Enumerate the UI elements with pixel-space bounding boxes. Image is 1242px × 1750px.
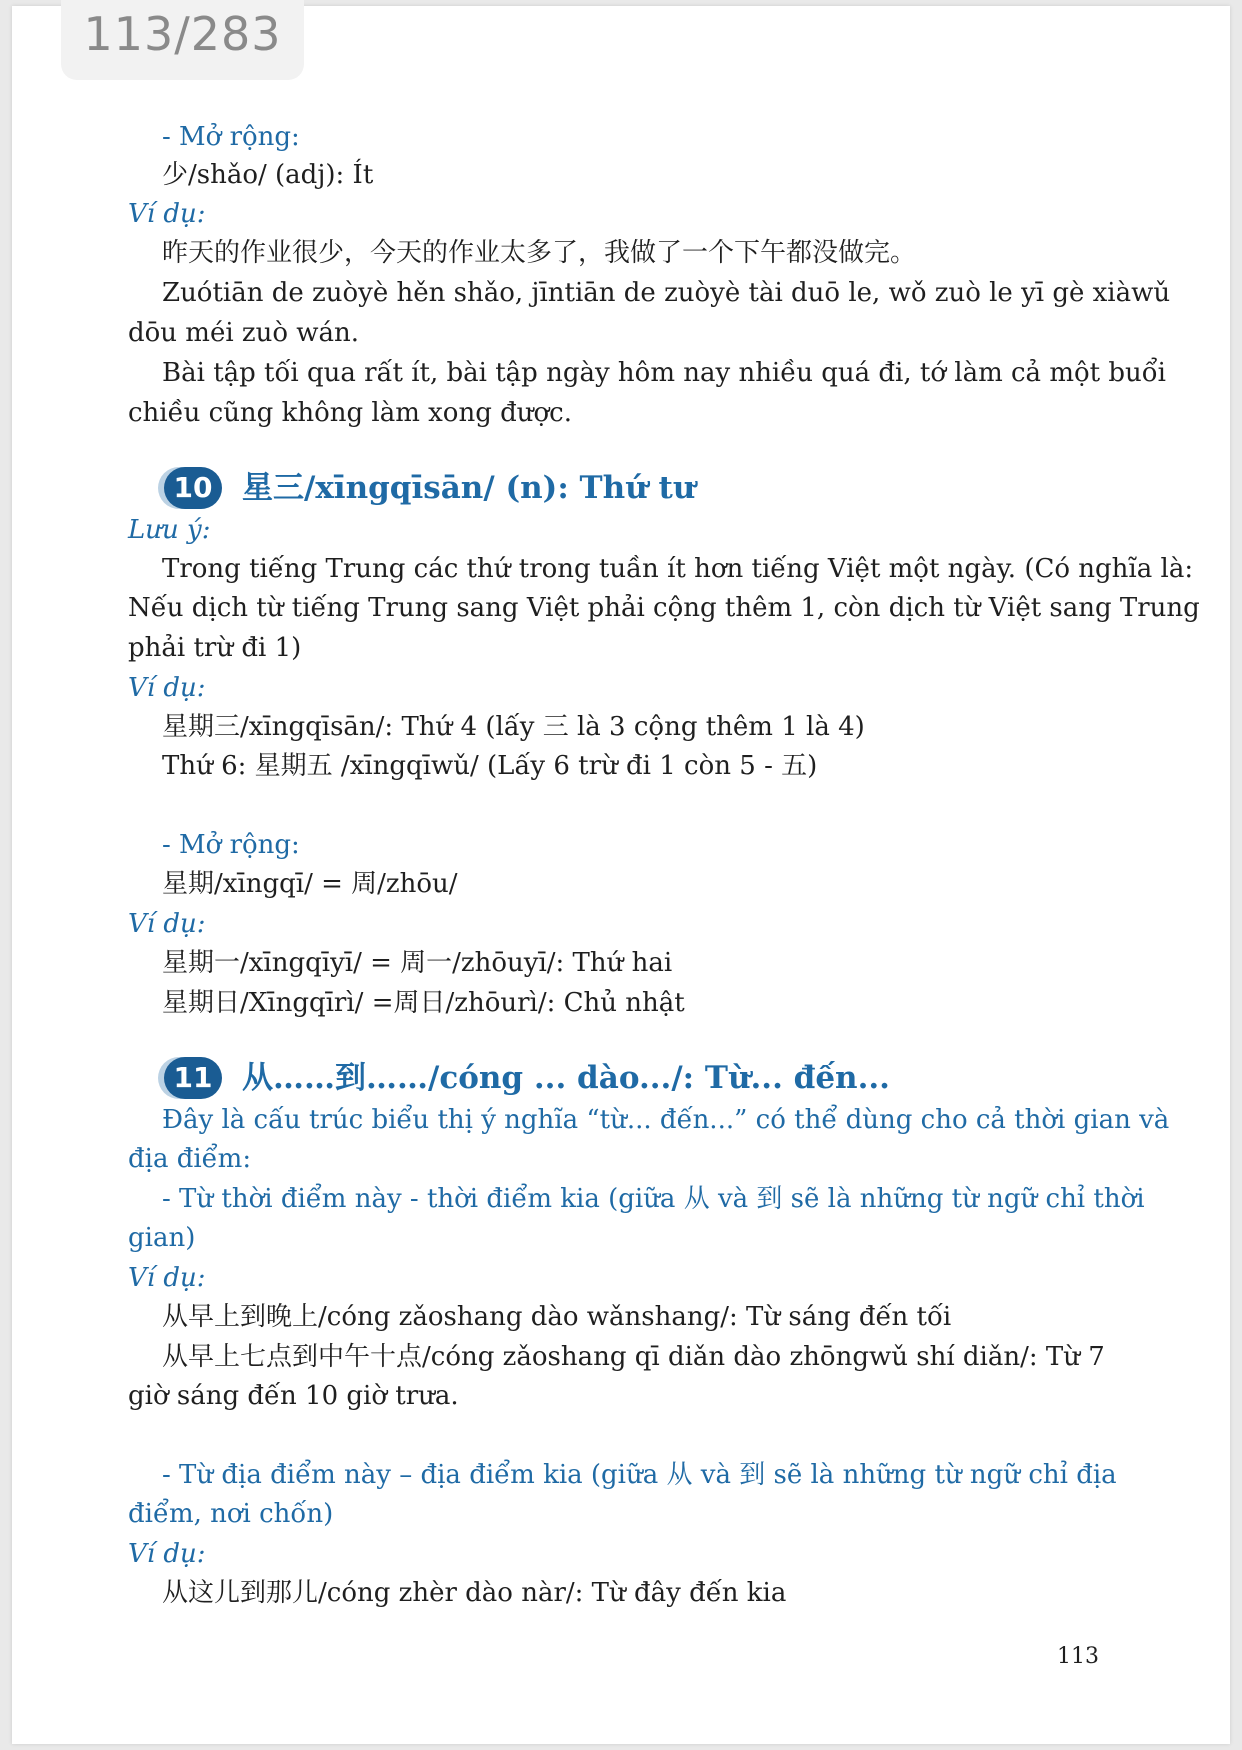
- example-translation-cont: chiều cũng không làm xong được.: [128, 398, 572, 428]
- section-number-badge: 10: [164, 467, 222, 509]
- example-line: 星期三/xīngqīsān/: Thứ 4 (lấy 三 là 3 cộng thêm 1 là 4): [162, 712, 865, 742]
- page-number: 113: [1057, 1644, 1099, 1669]
- example-label: Ví dụ:: [128, 199, 206, 229]
- example-line: Thứ 6: 星期五 /xīngqīwǔ/ (Lấy 6 trừ đi 1 còn 5 - 五): [162, 751, 818, 781]
- note-text-cont: phải trừ đi 1): [128, 633, 302, 663]
- subpoint-place: - Từ địa điểm này – địa điểm kia (giữa 从 và 到 sẽ là những từ ngữ chỉ địa: [162, 1460, 1117, 1490]
- intro-text: Đây là cấu trúc biểu thị ý nghĩa “từ... đến...” có thể dùng cho cả thời gian và: [162, 1105, 1170, 1135]
- example-line: 星期日/Xīngqīrì/ =周日/zhōurì/: Chủ nhật: [162, 988, 685, 1018]
- example-label: Ví dụ:: [128, 1263, 206, 1293]
- section-title: 从……到……/cóng ... dào.../: Từ... đến...: [242, 1060, 890, 1096]
- example-label: Ví dụ:: [128, 1539, 206, 1569]
- note-label: Lưu ý:: [128, 515, 211, 545]
- example-line: 从这儿到那儿/cóng zhèr dào nàr/: Từ đây đến kia: [162, 1578, 787, 1608]
- example-pinyin: Zuótiān de zuòyè hěn shǎo, jīntiān de zuòyè tài duō le, wǒ zuò le yī gè xiàwǔ: [162, 278, 1171, 308]
- note-text-cont: Nếu dịch từ tiếng Trung sang Việt phải cộng thêm 1, còn dịch từ Việt sang Trung: [128, 593, 1200, 623]
- subpoint-time: - Từ thời điểm này - thời điểm kia (giữa 从 và 到 sẽ là những từ ngữ chỉ thời: [162, 1184, 1145, 1214]
- example-chinese: 昨天的作业很少，今天的作业太多了，我做了一个下午都没做完。: [162, 238, 917, 268]
- example-line-cont: giờ sáng đến 10 giờ trưa.: [128, 1381, 459, 1411]
- example-pinyin-cont: dōu méi zuò wán.: [128, 318, 360, 348]
- subpoint-place-cont: điểm, nơi chốn): [128, 1499, 334, 1529]
- section-number-badge: 11: [164, 1057, 222, 1099]
- section-heading-10: [164, 466, 695, 510]
- vocab-word: 星期/xīngqī/ = 周/zhōu/: [162, 869, 458, 899]
- example-label: Ví dụ:: [128, 673, 206, 703]
- vocab-word: 少/shǎo/ (adj): Ít: [162, 160, 374, 190]
- section-heading-11: [164, 1056, 890, 1100]
- page-counter-badge: 113/283: [61, 0, 304, 80]
- example-line: 从早上到晚上/cóng zǎoshang dào wǎnshang/: Từ sáng đến tối: [162, 1302, 952, 1332]
- example-line: 星期一/xīngqīyī/ = 周一/zhōuyī/: Thứ hai: [162, 948, 673, 978]
- example-label: Ví dụ:: [128, 909, 206, 939]
- mo-rong-label: - Mở rộng:: [162, 122, 300, 152]
- mo-rong-label: - Mở rộng:: [162, 830, 300, 860]
- intro-text-cont: địa điểm:: [128, 1144, 252, 1174]
- note-text: Trong tiếng Trung các thứ trong tuần ít hơn tiếng Việt một ngày. (Có nghĩa là:: [162, 554, 1194, 584]
- example-line: 从早上七点到中午十点/cóng zǎoshang qī diǎn dào zhōngwǔ shí diǎn/: Từ 7: [162, 1342, 1105, 1372]
- example-translation: Bài tập tối qua rất ít, bài tập ngày hôm nay nhiều quá đi, tớ làm cả một buổi: [162, 358, 1166, 388]
- subpoint-time-cont: gian): [128, 1223, 196, 1253]
- section-title: 星三/xīngqīsān/ (n): Thứ tư: [242, 470, 696, 506]
